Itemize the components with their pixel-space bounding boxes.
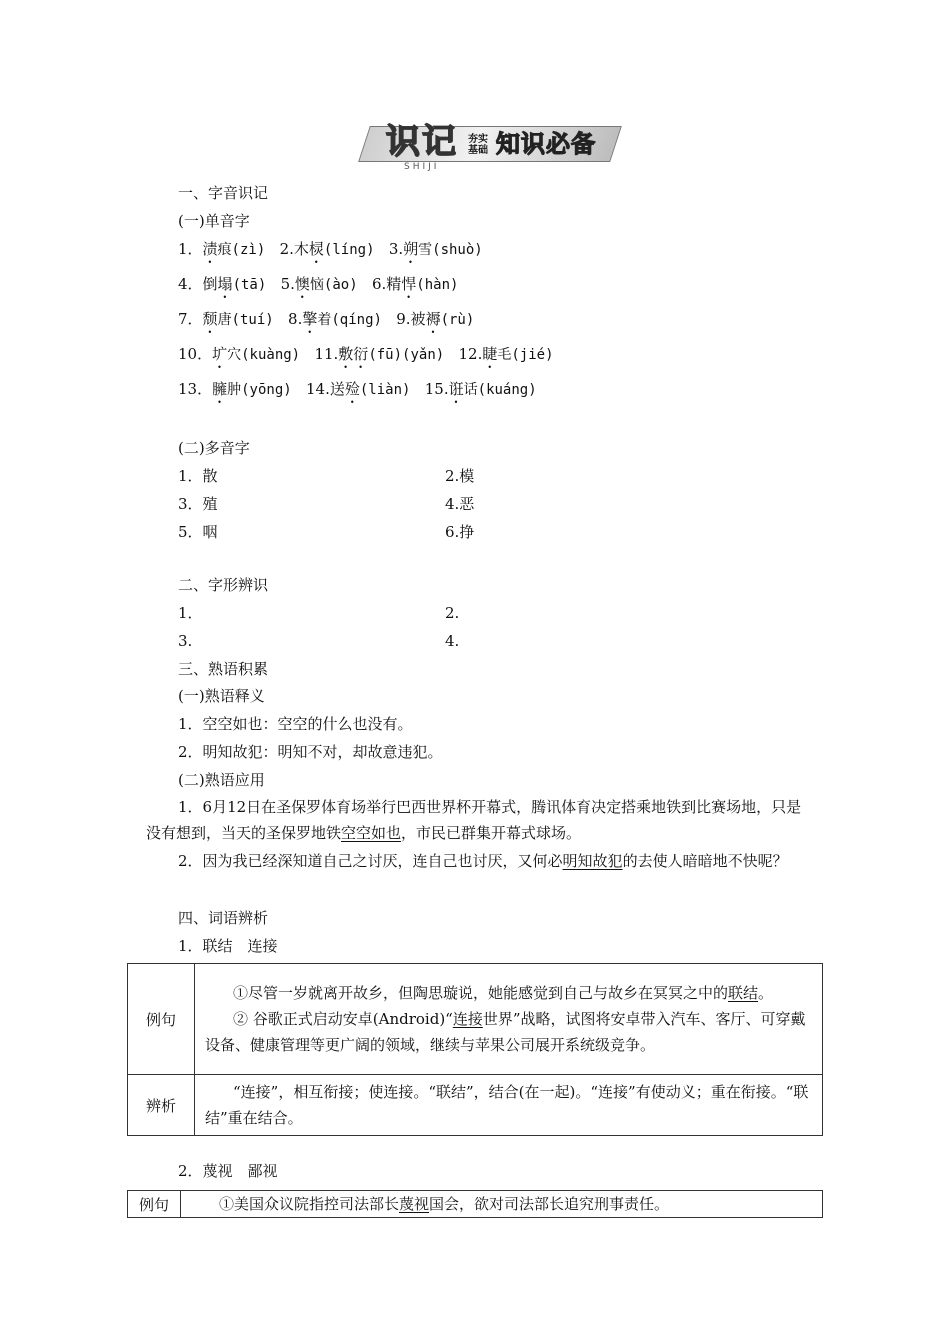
idiom-application-1: 1．6月12日在圣保罗体育场举行巴西世界杯开幕式，腾讯体育决定搭乘地铁到比赛场地，只是没有想到，当天的圣保罗地铁空空如也，市民已群集开幕式球场。 [146, 798, 802, 842]
pron-item: 12.睫毛(jié) [458, 345, 554, 363]
pron-item: 9.被褥(rù) [396, 310, 475, 328]
word-pair-heading: 2．蔑视 鄙视 [178, 1162, 278, 1180]
shape-item: 3. [178, 632, 193, 650]
pron-item: 10．圹穴(kuàng) [178, 345, 301, 363]
banner-subtitle: SHIJI [404, 162, 440, 172]
pron-item: 7．颓唐(tuí) [178, 310, 274, 328]
pron-item: 3.朔雪(shuò) [388, 240, 483, 258]
section-1-title: 一、字音识记 [178, 184, 269, 202]
pron-item: 2.木棂(líng) [279, 240, 375, 258]
table-row [128, 964, 823, 1075]
idiom-application-2: 2．因为我已经深知道自己之讨厌，连自己也讨厌，又何必明知故犯的去使人暗暗地不快呢？ [178, 852, 788, 870]
banner-big-title: 识记 [386, 122, 458, 162]
shape-item: 1． [178, 604, 203, 622]
word-analysis-table-1 [127, 963, 823, 1136]
analysis-text: “连接”，相互衔接；使连接。“联结”，结合(在一起)。“连接”有使动义；重在衔接。“联结”重在结合。 [205, 1083, 809, 1127]
underlined-idiom: 空空如也 [341, 824, 402, 842]
pron-item: 13．臃肿(yōng) [178, 380, 292, 398]
multi-item: 1．散 [178, 467, 218, 485]
pron-row-5 [178, 379, 537, 407]
example-sentence: ①尽管一岁就离开故乡，但陶思璇说，她能感觉到自己与故乡在冥冥之中的联结。 [233, 984, 774, 1002]
example-cell [181, 1191, 823, 1218]
example-sentence: ② 谷歌正式启动安卓(Android)“连接世界”战略，试图将安卓带入汽车、客厅、可穿戴设备、健康管理等更广阔的领域，继续与苹果公司展开系统级竞争。 [205, 1010, 806, 1054]
pron-item: 1．渍痕(zì) [178, 240, 266, 258]
pron-row-2 [178, 274, 458, 302]
example-sentence: ①美国众议院指控司法部长蔑视国会，欲对司法部长追究刑事责任。 [219, 1195, 670, 1213]
table-row [128, 1191, 823, 1218]
shape-item: 4. [445, 632, 460, 650]
banner-tiny-label: 夯实基础 [468, 134, 488, 156]
section-3-sub2: (二)熟语应用 [178, 771, 265, 789]
multi-item: 5．咽 [178, 523, 218, 541]
multi-item: 6.挣 [445, 523, 475, 541]
section-3-sub1: (一)熟语释义 [178, 687, 265, 705]
multi-item: 2.模 [445, 467, 475, 485]
pron-row-1 [178, 239, 483, 267]
table-label-cell: 辨析 [128, 1075, 195, 1136]
section-1-sub2: (二)多音字 [178, 439, 250, 457]
banner-mid-title: 知识必备 [496, 130, 596, 158]
underlined-idiom: 明知故犯 [562, 852, 623, 870]
pron-row-3 [178, 309, 474, 337]
section-4-title: 四、词语辨析 [178, 909, 269, 927]
pron-item: 6.精悍(hàn) [371, 275, 459, 293]
table-label-cell: 例句 [128, 964, 195, 1075]
pron-item: 8.擎着(qíng) [288, 310, 382, 328]
table-label-cell: 例句 [128, 1191, 181, 1218]
multi-item: 3．殖 [178, 495, 218, 513]
pron-item: 5.懊恼(ào) [280, 275, 358, 293]
word-pair-heading: 1．联结 连接 [178, 937, 278, 955]
pron-row-4 [178, 344, 554, 372]
idiom-definition: 1．空空如也：空空的什么也没有。 [178, 715, 413, 733]
idiom-definition: 2．明知故犯：明知不对，却故意违犯。 [178, 743, 443, 761]
pron-item: 15.诳话(kuáng) [424, 380, 537, 398]
multi-item: 4.恶 [445, 495, 475, 513]
section-3-title: 三、熟语积累 [178, 660, 269, 678]
table-row [128, 1075, 823, 1136]
section-2-title: 二、字形辨识 [178, 576, 269, 594]
pron-item: 11.敷衍(fū)(yǎn) [314, 345, 445, 363]
analysis-cell [195, 1075, 823, 1136]
example-cell [195, 964, 823, 1075]
section-1-sub1: (一)单音字 [178, 212, 250, 230]
pron-item: 14.送殓(liàn) [306, 380, 411, 398]
section-banner [364, 124, 620, 176]
word-analysis-table-2 [127, 1190, 823, 1218]
pron-item: 4．倒塌(tā) [178, 275, 267, 293]
shape-item: 2. [445, 604, 460, 622]
